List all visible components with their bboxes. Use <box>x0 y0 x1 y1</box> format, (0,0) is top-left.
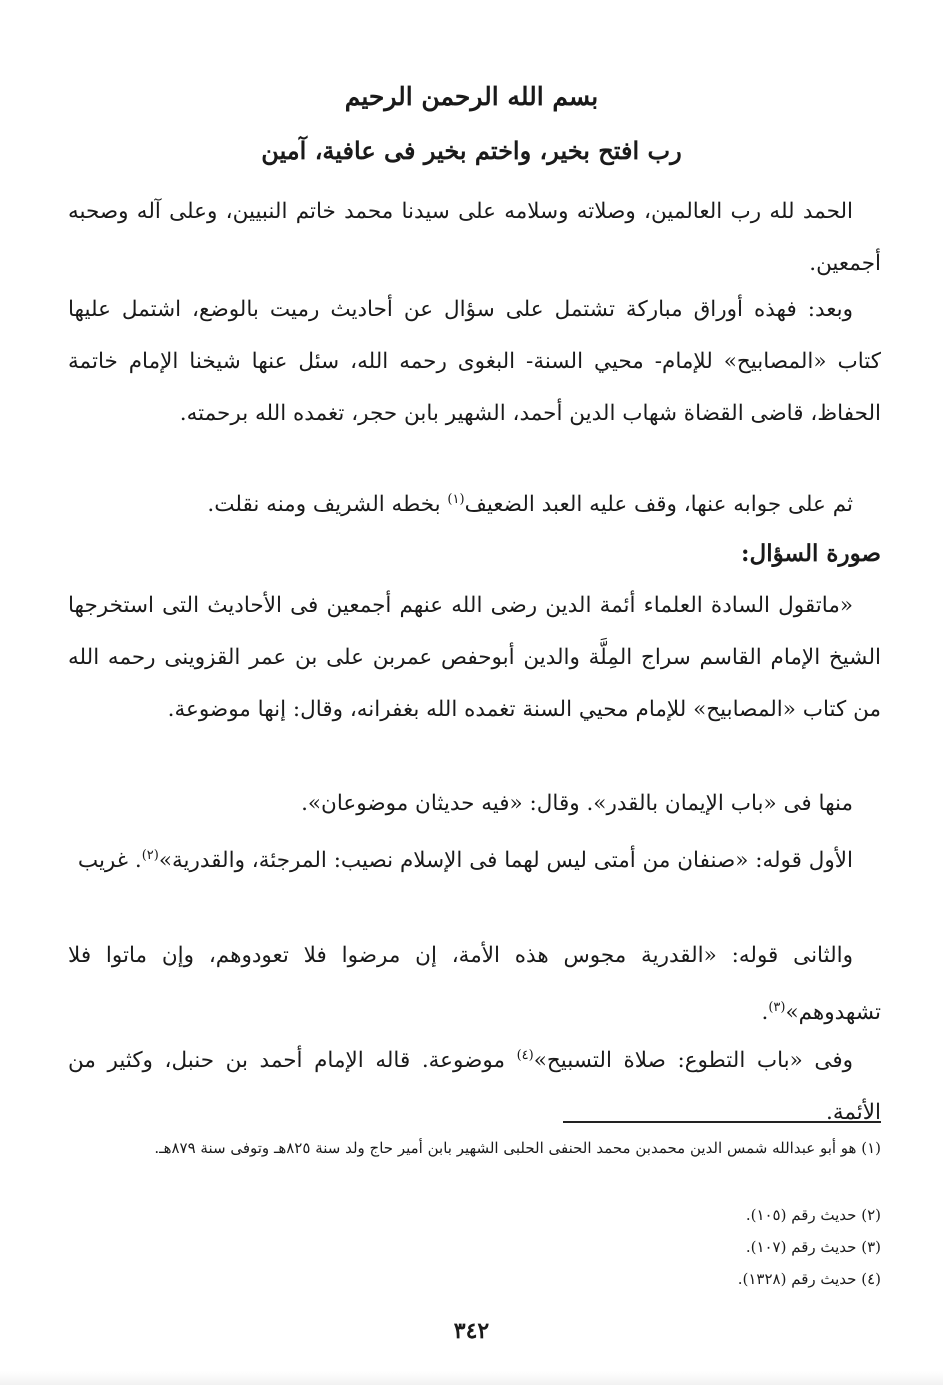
footnote-4: (٤) حديث رقم (١٣٢٨). <box>737 1270 881 1288</box>
footnote-marker: (٤) <box>516 1048 534 1063</box>
paragraph-praise: الحمد لله رب العالمين، وصلاته وسلامه على سيدنا محمد خاتم النبيين، وعلى آله وصحبه أجمعين. <box>68 199 881 276</box>
paragraph-text: ثم على جوابه عنها، وقف عليه العبد الضعيف <box>464 492 853 518</box>
paragraph-source <box>68 474 881 531</box>
paragraph-second-hadith <box>68 930 881 1039</box>
page-number: ٣٤٢ <box>453 1318 490 1344</box>
basmala-heading: بسم الله الرحمن الرحيم <box>344 82 599 111</box>
footnote-marker: (٣) <box>768 1000 786 1015</box>
footnote-2: (٢) حديث رقم (١٠٥). <box>745 1206 881 1224</box>
opening-prayer: رب افتح بخير، واختم بخير فى عافية، آمين <box>261 136 682 165</box>
paragraph-text: والثانى قوله: «القدرية مجوس هذه الأمة، إن مرضوا فلا تعودوهم، وإن ماتوا فلا تشهدوهم» <box>68 943 881 1026</box>
footnote-separator <box>563 1121 881 1123</box>
paragraph-text: الأول قوله: «صنفان من أمتى ليس لهما فى الإسلام نصيب: المرجئة، والقدرية» <box>158 848 853 874</box>
paragraph-text: موضوعة. قاله الإمام أحمد بن حنبل، وكثير من الأئمة. <box>68 1048 881 1126</box>
footnote-3: (٣) حديث رقم (١٠٧). <box>745 1238 881 1256</box>
paragraph-question: «ماتقول السادة العلماء أئمة الدين رضى الله عنهم أجمعين فى الأحاديث التى استخرجها الشيخ الإمام القاسم سراج المِلَّة والدين أبوحفص عمربن على بن عمر القزوينى رحمه الله من كتاب «المصابيح» للإمام محيي السنة تغمده الله بغفرانه، وقال: إنها موضوعة. <box>68 593 881 722</box>
footnote-1: (١) هو أبو عبدالله شمس الدين محمدبن محمد الحنفى الحلبى الشهير بابن أمير حاج ولد سنة ٨٢٥هـ وتوفى سنة ٨٧٩هـ. <box>154 1139 881 1157</box>
footnote-marker: (٢) <box>141 848 159 863</box>
paragraph-first-hadith <box>68 830 881 887</box>
scan-edge-shadow <box>0 1371 943 1385</box>
paragraph-chapter-qadar: منها فى «باب الإيمان بالقدر». وقال: «فيه حديثان موضوعان». <box>301 791 853 816</box>
footnote-marker: (١) <box>447 492 465 507</box>
paragraph-text: . <box>761 1000 769 1026</box>
paragraph-text: وفى «باب التطوع: صلاة التسبيح» <box>533 1048 853 1074</box>
paragraph-text: بخطه الشريف ومنه نقلت. <box>207 492 448 518</box>
paragraph-introduction: وبعد: فهذه أوراق مباركة تشتمل على سؤال عن أحاديث رميت بالوضع، اشتمل عليها كتاب «المصابيح» للإمام- محيي السنة- البغوى رحمه الله، سئل عنها شيخنا الإمام خاتمة الحفاظ، قاضى القضاة شهاب الدين أحمد، الشهير بابن حجر، تغمده الله برحمته. <box>68 297 881 426</box>
question-heading: صورة السؤال: <box>741 540 881 567</box>
paragraph-text: . غريب <box>77 848 142 874</box>
